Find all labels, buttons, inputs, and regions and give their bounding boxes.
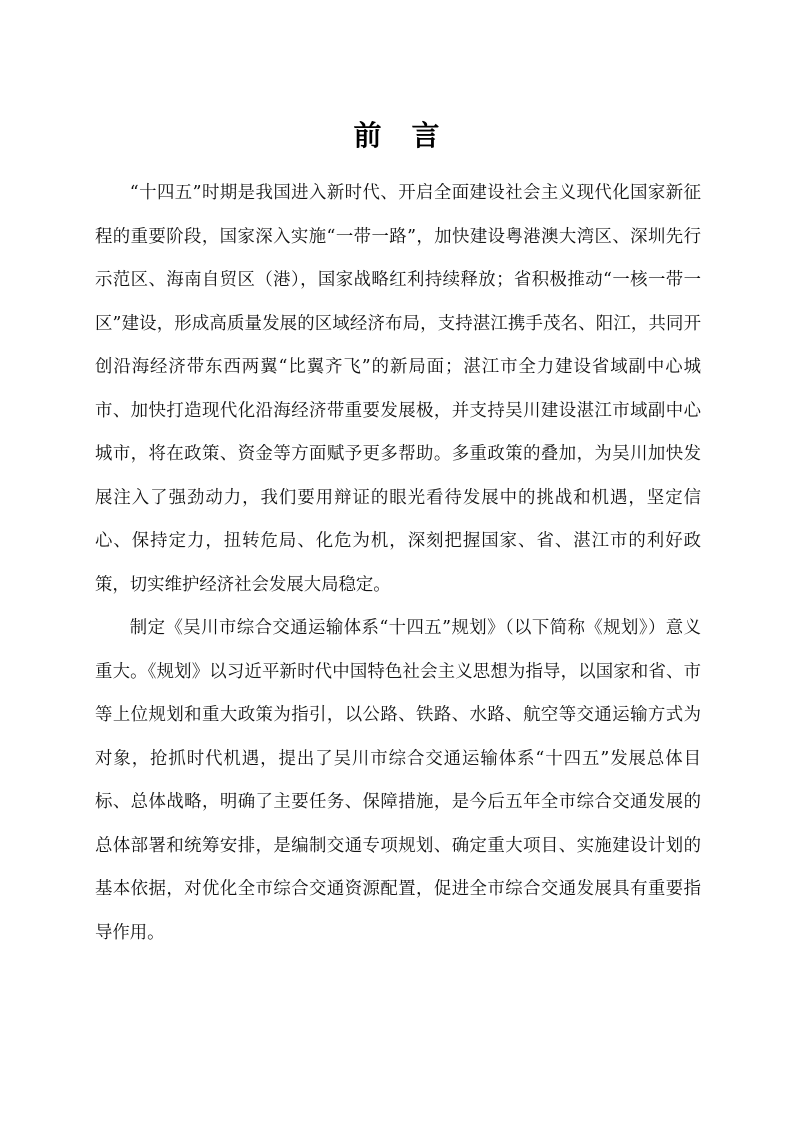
body-text <box>95 172 701 955</box>
paragraph-2: 制定《吴川市综合交通运输体系“十四五”规划》（以下简称《规划》）意义重大。《规划》以习近平新时代中国特色社会主义思想为指导，以国家和省、市等上位规划和重大政策为指引，以公路、铁路、水路、航空等交通运输方式为对象，抢抓时代机遇，提出了吴川市综合交通运输体系“十四五”发展总体目标、总体战略，明确了主要任务、保障措施，是今后五年全市综合交通发展的总体部署和统筹安排，是编制交通专项规划、确定重大项目、实施建设计划的基本依据，对优化全市综合交通资源配置，促进全市综合交通发展具有重要指导作用。 <box>95 618 701 943</box>
paragraph-1: “十四五”时期是我国进入新时代、开启全面建设社会主义现代化国家新征程的重要阶段，国家深入实施“一带一路”，加快建设粤港澳大湾区、深圳先行示范区、海南自贸区（港），国家战略红利持续释放；省积极推动“一核一带一区”建设，形成高质量发展的区域经济布局，支持湛江携手茂名、阳江，共同开创沿海经济带东西两翼“比翼齐飞”的新局面；湛江市全力建设省域副中心城市、加快打造现代化沿海经济带重要发展极，并支持吴川建设湛江市域副中心城市，将在政策、资金等方面赋予更多帮助。多重政策的叠加，为吴川加快发展注入了强劲动力，我们要用辩证的眼光看待发展中的挑战和机遇，坚定信心、保持定力，扭转危局、化危为机，深刻把握国家、省、湛江市的利好政策，切实维护经济社会发展大局稳定。 <box>95 183 701 595</box>
page-title: 前言 <box>353 119 470 152</box>
